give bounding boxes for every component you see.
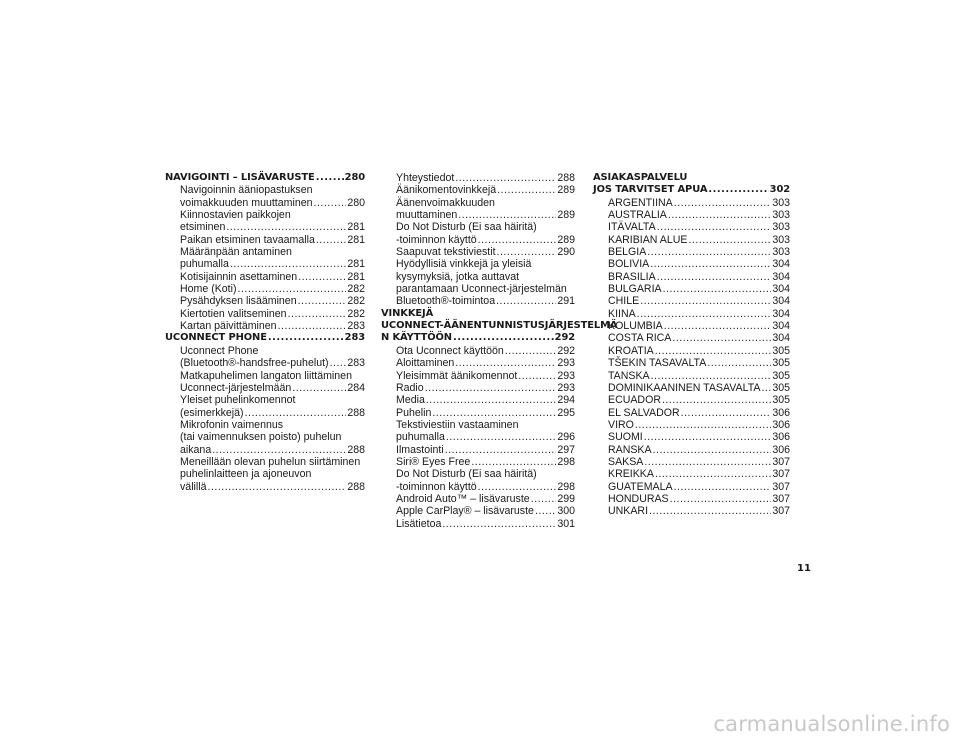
- toc-entry: [165, 271, 365, 283]
- toc-entry: [381, 258, 575, 270]
- toc-entry-text: Yhteystiedot: [396, 172, 455, 184]
- toc-entry: [381, 394, 575, 406]
- toc-leader-dots: [455, 172, 556, 184]
- toc-entry: [593, 258, 790, 270]
- toc-page-number: 289: [557, 184, 575, 197]
- toc-entry-text: (Bluetooth®-handsfree-puhelut): [180, 357, 329, 370]
- toc-entry: [381, 357, 575, 369]
- toc-page-number: 303: [772, 246, 790, 259]
- toc-entry: [593, 394, 790, 406]
- toc-entry: [165, 197, 365, 209]
- toc-entry-text: UCONNECT-ÄÄNENTUNNISTUSJÄRJESTELMÄ: [381, 320, 618, 332]
- toc-entry-text: -toiminnon käyttö: [396, 480, 477, 493]
- toc-entry: [593, 197, 790, 209]
- toc-entry: [593, 444, 790, 456]
- toc-leader-dots: [664, 320, 772, 332]
- toc-page-number: 305: [772, 394, 790, 407]
- toc-leader-dots: [761, 382, 771, 394]
- toc-entry: [593, 493, 790, 505]
- toc-entry: [593, 271, 790, 283]
- toc-page-number: 282: [347, 307, 365, 320]
- toc-entry: [381, 407, 575, 419]
- toc-entry-text: Radio: [396, 381, 424, 394]
- toc-leader-dots: [640, 295, 771, 307]
- toc-entry-text: Yleiset puhelinkomennot: [180, 394, 296, 407]
- toc-page-number: 307: [772, 468, 790, 481]
- toc-page-number: 289: [557, 209, 575, 222]
- toc-entry-text: Määränpään antaminen: [180, 246, 292, 259]
- toc-leader-dots: [672, 332, 771, 344]
- toc-entry-text: KARIBIAN ALUE: [608, 233, 688, 246]
- toc-entry-text: -toiminnon käyttö: [396, 233, 477, 246]
- toc-leader-dots: [518, 370, 556, 382]
- toc-section-heading: [381, 308, 575, 320]
- toc-entry: [165, 444, 365, 456]
- toc-page-number: 305: [772, 344, 790, 357]
- toc-leader-dots: [674, 197, 772, 209]
- toc-section-heading: [593, 184, 790, 196]
- toc-entry-text: UNKARI: [608, 505, 649, 518]
- toc-entry-text: RANSKA: [608, 443, 652, 456]
- toc-entry: [593, 283, 790, 295]
- toc-entry: [165, 345, 365, 357]
- toc-entry-text: Home (Koti): [180, 283, 237, 296]
- toc-entry: [593, 221, 790, 233]
- toc-entry-text: Lisätietoa: [396, 517, 442, 530]
- toc-entry-text: Puhelin: [396, 406, 432, 419]
- toc-entry: [381, 295, 575, 307]
- toc-entry: [165, 234, 365, 246]
- toc-entry-text: NAVIGOINTI – LISÄVARUSTE: [165, 172, 315, 183]
- toc-leader-dots: [298, 271, 346, 283]
- toc-leader-dots: [644, 456, 771, 468]
- toc-leader-dots: [226, 221, 346, 233]
- toc-leader-dots: [681, 407, 772, 419]
- toc-entry-text: BULGARIA: [608, 283, 662, 296]
- toc-page-number: 295: [557, 406, 575, 419]
- toc-entry: [165, 481, 365, 493]
- toc-page-number: 288: [557, 172, 575, 184]
- toc-entry-text: GUATEMALA: [608, 480, 673, 493]
- toc-leader-dots: [245, 407, 347, 419]
- toc-page-number: 281: [347, 221, 365, 234]
- toc-entry: [593, 431, 790, 443]
- toc-page-number: 281: [347, 270, 365, 283]
- toc-entry-text: Äänikomentovinkkejä: [396, 184, 497, 197]
- toc-leader-dots: [453, 332, 554, 344]
- toc-entry-text: TANSKA: [608, 369, 650, 382]
- toc-entry: [381, 246, 575, 258]
- toc-page-number: 292: [557, 344, 575, 357]
- toc-leader-dots: [657, 221, 772, 233]
- toc-leader-dots: [496, 295, 556, 307]
- toc-entry: [593, 295, 790, 307]
- toc-entry: [593, 332, 790, 344]
- toc-entry: [381, 234, 575, 246]
- toc-page-number: 288: [347, 406, 365, 419]
- toc-entry-text: Kiertotien valitseminen: [180, 307, 287, 320]
- toc-leader-dots: [635, 419, 771, 431]
- toc-page-number: 306: [772, 418, 790, 431]
- toc-leader-dots: [330, 357, 347, 369]
- toc-leader-dots: [668, 209, 771, 221]
- toc-entry: [165, 295, 365, 307]
- toc-page-number: 303: [772, 196, 790, 209]
- toc-entry-text: Paikan etsiminen tavaamalla: [180, 233, 315, 246]
- toc-leader-dots: [426, 394, 556, 406]
- toc-leader-dots: [314, 197, 347, 209]
- toc-entry-text: EL SALVADOR: [608, 406, 680, 419]
- toc-page-number: 304: [772, 332, 790, 345]
- toc-entry-text: Mikrofonin vaimennus: [180, 418, 284, 431]
- toc-page-number: 306: [772, 431, 790, 444]
- toc-leader-dots: [278, 320, 347, 332]
- toc-entry-text: Ota Uconnect käyttöön: [396, 344, 504, 357]
- toc-leader-dots: [316, 234, 346, 246]
- toc-entry-text: (tai vaimennuksen poisto) puhelun: [180, 431, 342, 444]
- toc-entry: [593, 382, 790, 394]
- toc-entry-text: BRASILIA: [608, 270, 656, 283]
- toc-entry-text: ECUADOR: [608, 394, 661, 407]
- toc-entry: [381, 493, 575, 505]
- toc-entry: [381, 468, 575, 480]
- toc-entry-text: Apple CarPlay® – lisävaruste: [396, 505, 534, 518]
- toc-entry-text: Äänenvoimakkuuden: [396, 196, 495, 209]
- toc-entry-text: UCONNECT PHONE: [165, 332, 267, 344]
- toc-entry-text: Uconnect Phone: [180, 344, 259, 357]
- toc-entry-text: Android Auto™ – lisävaruste: [396, 492, 530, 505]
- toc-page-number: 305: [772, 369, 790, 382]
- toc-page-number: 288: [347, 443, 365, 456]
- toc-page-number: 282: [347, 295, 365, 308]
- toc-page-number: 299: [557, 492, 575, 505]
- toc-leader-dots: [651, 370, 772, 382]
- toc-entry: [381, 370, 575, 382]
- toc-entry: [593, 345, 790, 357]
- toc-page-number: 296: [557, 431, 575, 444]
- toc-entry-text: Meneillään olevan puhelun siirtäminen: [180, 455, 361, 468]
- toc-leader-dots: [478, 481, 557, 493]
- toc-entry-text: Kiinnostavien paikkojen: [180, 209, 291, 222]
- toc-entry: [593, 419, 790, 431]
- toc-entry-text: (esimerkkejä): [180, 406, 244, 419]
- toc-page-number: 304: [772, 258, 790, 271]
- toc-entry-text: Ilmastointi: [396, 443, 444, 456]
- toc-page-number: 298: [557, 455, 575, 468]
- toc-page-number: 304: [772, 283, 790, 296]
- toc-leader-dots: [212, 444, 346, 456]
- toc-page-number: 298: [557, 480, 575, 493]
- toc-leader-dots: [288, 308, 347, 320]
- toc-entry-text: ITÄVALTA: [608, 221, 656, 234]
- toc-entry-text: Uconnect-järjestelmään: [180, 381, 292, 394]
- toc-leader-dots: [655, 468, 771, 480]
- toc-leader-dots: [637, 308, 772, 320]
- toc-leader-dots: [425, 382, 557, 394]
- toc-leader-dots: [531, 493, 557, 505]
- toc-entry: [593, 481, 790, 493]
- toc-leader-dots: [292, 382, 346, 394]
- toc-entry: [381, 345, 575, 357]
- toc-page-number: 280: [347, 196, 365, 209]
- toc-leader-dots: [708, 184, 768, 196]
- toc-entry: [165, 419, 365, 431]
- toc-entry-text: ASIAKASPALVELU: [593, 172, 688, 183]
- toc-page-number: 303: [772, 233, 790, 246]
- toc-leader-dots: [446, 431, 556, 443]
- toc-page-number: 283: [347, 357, 365, 370]
- toc-leader-dots: [670, 493, 772, 505]
- toc-page-number: 301: [557, 517, 575, 530]
- toc-leader-dots: [298, 295, 347, 307]
- toc-leader-dots: [505, 345, 557, 357]
- toc-page-number: 304: [772, 320, 790, 333]
- toc-entry-text: COSTA RICA: [608, 332, 672, 345]
- toc-entry-text: muuttaminen: [396, 209, 458, 222]
- toc-leader-dots: [657, 271, 772, 283]
- toc-entry: [165, 382, 365, 394]
- toc-entry-text: ARGENTIINA: [608, 196, 673, 209]
- toc-entry-text: aikana: [180, 443, 212, 456]
- toc-entry: [165, 370, 365, 382]
- toc-leader-dots: [662, 394, 771, 406]
- toc-entry-text: Do Not Disturb (Ei saa häiritä): [396, 221, 537, 234]
- toc-entry-text: SAKSA: [608, 455, 644, 468]
- toc-entry: [381, 271, 575, 283]
- toc-entry: [593, 320, 790, 332]
- toc-section-heading: [381, 320, 618, 332]
- toc-page-number: 297: [557, 443, 575, 456]
- toc-leader-dots: [471, 456, 556, 468]
- toc-entry-text: Yleisimmät äänikomennot: [396, 369, 518, 382]
- toc-entry-text: Kotisijainnin asettaminen: [180, 270, 298, 283]
- toc-leader-dots: [230, 258, 346, 270]
- toc-entry-text: Matkapuhelimen langaton liittäminen: [180, 369, 352, 382]
- toc-entry: [593, 234, 790, 246]
- toc-entry-text: TŠEKIN TASAVALTA: [608, 357, 707, 370]
- toc-entry: [165, 320, 365, 332]
- toc-page-number: 293: [557, 381, 575, 394]
- toc-entry: [381, 505, 575, 517]
- toc-leader-dots: [535, 505, 556, 517]
- toc-entry-text: Tekstiviestiin vastaaminen: [396, 418, 519, 431]
- toc-page-number: 290: [557, 246, 575, 259]
- toc-leader-dots: [497, 184, 556, 196]
- toc-entry-text: etsiminen: [180, 221, 226, 234]
- toc-page-number: 291: [557, 295, 575, 308]
- toc-entry: [165, 184, 365, 196]
- watermark: carmanualsonline.info: [713, 712, 950, 736]
- toc-section-heading: [381, 332, 575, 344]
- toc-leader-dots: [445, 444, 557, 456]
- toc-column-2: [381, 172, 618, 530]
- toc-page-number: 282: [347, 283, 365, 296]
- toc-entry: [381, 444, 575, 456]
- toc-entry-text: KREIKKA: [608, 468, 654, 481]
- toc-entry-text: Bluetooth®-toimintoa: [396, 295, 496, 308]
- toc-leader-dots: [442, 518, 556, 530]
- toc-leader-dots: [644, 431, 772, 443]
- toc-entry-text: BELGIA: [608, 246, 647, 259]
- toc-entry: [593, 370, 790, 382]
- toc-entry-text: Media: [396, 394, 425, 407]
- toc-entry-text: VINKKEJÄ: [381, 307, 434, 319]
- toc-leader-dots: [650, 258, 771, 270]
- toc-entry: [165, 407, 365, 419]
- toc-page-number: 288: [347, 480, 365, 493]
- toc-section-heading: [593, 172, 790, 184]
- toc-page-number: 304: [772, 307, 790, 320]
- toc-page-number: 306: [772, 443, 790, 456]
- toc-section-heading: [165, 332, 365, 344]
- toc-entry-text: BOLIVIA: [608, 258, 650, 271]
- toc-entry: [165, 246, 365, 258]
- toc-entry-text: välillä: [180, 480, 207, 493]
- toc-entry-text: JOS TARVITSET APUA: [593, 184, 708, 196]
- toc-leader-dots: [268, 332, 344, 344]
- toc-page-number: 306: [772, 406, 790, 419]
- toc-page-number: 302: [769, 184, 790, 196]
- toc-entry: [593, 456, 790, 468]
- toc-page-number: 280: [344, 172, 365, 183]
- toc-column-1: [165, 172, 365, 493]
- toc-entry-text: KOLUMBIA: [608, 320, 663, 333]
- toc-entry: [381, 419, 575, 431]
- toc-entry: [593, 209, 790, 221]
- toc-entry-text: DOMINIKAANINEN TASAVALTA: [608, 381, 761, 394]
- toc-leader-dots: [647, 246, 771, 258]
- toc-leader-dots: [663, 283, 772, 295]
- toc-page-number: 305: [772, 357, 790, 370]
- toc-entry: [593, 407, 790, 419]
- toc-entry: [593, 308, 790, 320]
- toc-entry: [381, 518, 575, 530]
- toc-leader-dots: [707, 357, 771, 369]
- toc-leader-dots: [649, 505, 771, 517]
- toc-entry-text: Pysähdyksen lisääminen: [180, 295, 297, 308]
- toc-page-number: 293: [557, 357, 575, 370]
- toc-page-number: 307: [772, 492, 790, 505]
- toc-entry-text: puhelinlaitteen ja ajoneuvon: [180, 468, 312, 481]
- toc-page-number: 304: [772, 295, 790, 308]
- toc-entry-text: Aloittaminen: [396, 357, 455, 370]
- toc-entry-text: parantamaan Uconnect-järjestelmän: [396, 283, 567, 296]
- toc-leader-dots: [316, 172, 344, 184]
- toc-leader-dots: [688, 234, 771, 246]
- toc-entry-text: VIRO: [608, 418, 634, 431]
- toc-entry: [381, 209, 575, 221]
- toc-entry: [593, 357, 790, 369]
- toc-entry-text: Do Not Disturb (Ei saa häiritä): [396, 468, 537, 481]
- toc-page-number: 305: [772, 381, 790, 394]
- toc-page-number: 303: [772, 221, 790, 234]
- toc-section-heading: [165, 172, 365, 184]
- toc-page-number: 307: [772, 505, 790, 518]
- toc-leader-dots: [655, 345, 772, 357]
- toc-leader-dots: [455, 357, 556, 369]
- toc-entry: [165, 456, 365, 468]
- toc-leader-dots: [674, 481, 772, 493]
- toc-page-number: 303: [772, 209, 790, 222]
- toc-entry-text: AUSTRALIA: [608, 209, 667, 222]
- toc-entry: [381, 481, 575, 493]
- toc-entry-text: SUOMI: [608, 431, 643, 444]
- toc-leader-dots: [478, 234, 557, 246]
- toc-entry: [593, 468, 790, 480]
- toc-leader-dots: [497, 246, 557, 258]
- toc-page-number: 293: [557, 369, 575, 382]
- toc-column-3: [593, 172, 790, 518]
- toc-entry: [381, 382, 575, 394]
- toc-page-number: 283: [347, 320, 365, 333]
- toc-entry: [165, 308, 365, 320]
- toc-leader-dots: [458, 209, 556, 221]
- toc-entry-text: kysymyksiä, jotka auttavat: [396, 270, 520, 283]
- toc-entry-text: HONDURAS: [608, 492, 669, 505]
- toc-entry-text: Saapuvat tekstiviestit: [396, 246, 496, 259]
- toc-leader-dots: [653, 444, 772, 456]
- toc-page-number: 300: [557, 505, 575, 518]
- toc-entry: [165, 394, 365, 406]
- toc-entry-text: puhumalla: [180, 258, 229, 271]
- toc-leader-dots: [432, 407, 556, 419]
- toc-entry-text: KIINA: [608, 307, 636, 320]
- toc-entry: [381, 221, 575, 233]
- toc-entry: [381, 197, 575, 209]
- toc-entry: [165, 283, 365, 295]
- toc-leader-dots: [238, 283, 347, 295]
- toc-leader-dots: [208, 481, 347, 493]
- toc-entry-text: CHILE: [608, 295, 640, 308]
- toc-entry-text: puhumalla: [396, 431, 445, 444]
- toc-entry: [381, 431, 575, 443]
- toc-page-number: 307: [772, 455, 790, 468]
- toc-entry: [165, 258, 365, 270]
- toc-entry-text: Siri® Eyes Free: [396, 455, 471, 468]
- toc-entry-text: N KÄYTTÖÖN: [381, 332, 452, 344]
- toc-entry: [381, 172, 575, 184]
- toc-entry: [381, 283, 575, 295]
- toc-entry: [165, 431, 365, 443]
- toc-page-number: 292: [554, 332, 575, 344]
- toc-entry: [593, 505, 790, 517]
- toc-entry: [165, 468, 365, 480]
- toc-page-number: 304: [772, 270, 790, 283]
- toc-entry: [381, 184, 575, 196]
- toc-entry-text: voimakkuuden muuttaminen: [180, 196, 313, 209]
- toc-page-number: 283: [344, 332, 365, 344]
- toc-entry: [165, 357, 365, 369]
- toc-entry-text: Kartan päivittäminen: [180, 320, 277, 333]
- toc-page-number: 281: [347, 233, 365, 246]
- page-number: 11: [797, 563, 811, 574]
- toc-page-number: 281: [347, 258, 365, 271]
- toc-page-number: 284: [347, 381, 365, 394]
- toc-entry: [593, 246, 790, 258]
- toc-page-number: 289: [557, 233, 575, 246]
- toc-entry-text: Navigoinnin ääniopastuksen: [180, 184, 313, 197]
- toc-entry: [165, 209, 365, 221]
- toc-page-number: 307: [772, 480, 790, 493]
- toc-page-number: 294: [557, 394, 575, 407]
- toc-entry: [165, 221, 365, 233]
- toc-entry: [381, 456, 575, 468]
- toc-entry-text: KROATIA: [608, 344, 654, 357]
- toc-entry-text: Hyödyllisiä vinkkejä ja yleisiä: [396, 258, 532, 271]
